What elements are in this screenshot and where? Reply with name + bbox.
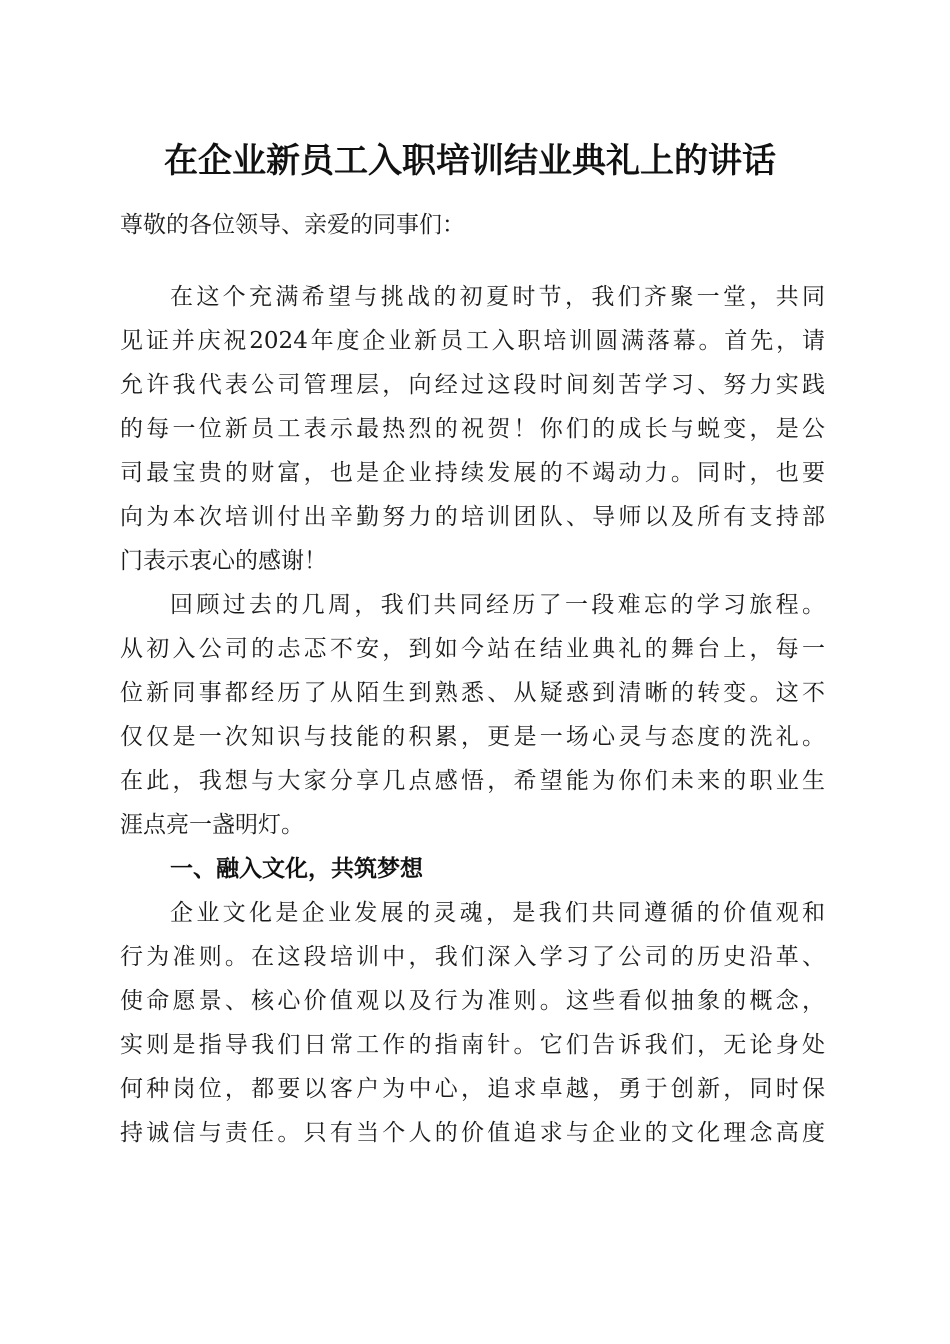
salutation: 尊敬的各位领导、亲爱的同事们： (120, 212, 465, 238)
section-heading: 一、融入文化，共筑梦想 (170, 856, 423, 882)
paragraph-line: 涯点亮一盏明灯。 (120, 812, 304, 838)
paragraph-line: 在这个充满希望与挑战的初夏时节，我们齐聚一堂，共同 (170, 284, 825, 310)
paragraph-line: 行为准则。在这段培训中，我们深入学习了公司的历史沿革、 (120, 944, 825, 970)
paragraph-line: 回顾过去的几周，我们共同经历了一段难忘的学习旅程。 (170, 592, 825, 618)
paragraph-line: 从初入公司的忐忑不安，到如今站在结业典礼的舞台上，每一 (120, 636, 825, 662)
page-title: 在企业新员工入职培训结业典礼上的讲话 (164, 141, 776, 181)
paragraph-line: 见证并庆祝2024年度企业新员工入职培训圆满落幕。首先，请 (120, 328, 825, 354)
paragraph-line: 在此，我想与大家分享几点感悟，希望能为你们未来的职业生 (120, 768, 825, 794)
paragraph-line: 的每一位新员工表示最热烈的祝贺！你们的成长与蜕变，是公 (120, 416, 825, 442)
paragraph-line: 何种岗位，都要以客户为中心，追求卓越，勇于创新，同时保 (120, 1076, 825, 1102)
paragraph-line: 使命愿景、核心价值观以及行为准则。这些看似抽象的概念， (120, 988, 825, 1014)
paragraph-line: 实则是指导我们日常工作的指南针。它们告诉我们，无论身处 (120, 1032, 825, 1058)
paragraph-line: 仅仅是一次知识与技能的积累，更是一场心灵与态度的洗礼。 (120, 724, 825, 750)
paragraph-line: 允许我代表公司管理层，向经过这段时间刻苦学习、努力实践 (120, 372, 825, 398)
paragraph-line: 向为本次培训付出辛勤努力的培训团队、导师以及所有支持部 (120, 504, 825, 530)
paragraph-line: 持诚信与责任。只有当个人的价值追求与企业的文化理念高度 (120, 1120, 825, 1146)
paragraph-line: 位新同事都经历了从陌生到熟悉、从疑惑到清晰的转变。这不 (120, 680, 825, 706)
paragraph-line: 门表示衷心的感谢！ (120, 548, 327, 574)
paragraph-line: 司最宝贵的财富，也是企业持续发展的不竭动力。同时，也要 (120, 460, 825, 486)
paragraph-line: 企业文化是企业发展的灵魂，是我们共同遵循的价值观和 (170, 900, 825, 926)
